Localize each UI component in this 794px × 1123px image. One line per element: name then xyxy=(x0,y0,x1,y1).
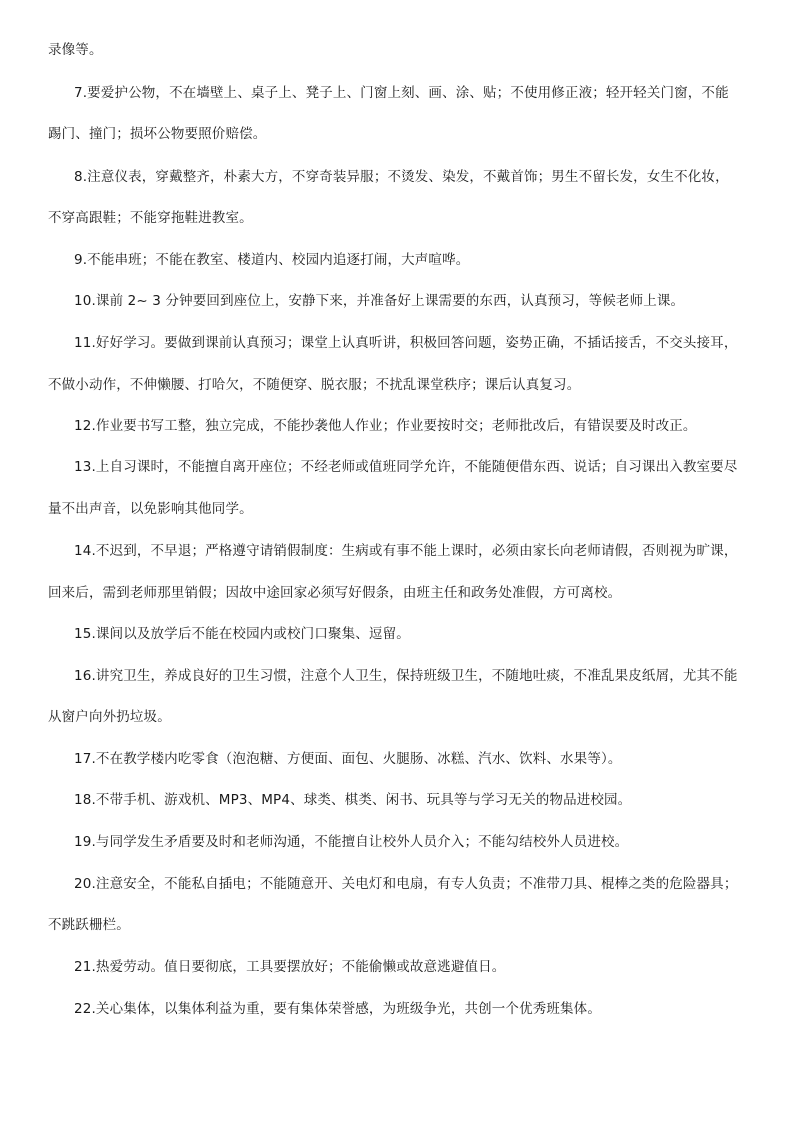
text-line: 录像等。 xyxy=(48,42,103,58)
rule-8-line-2: 不穿高跟鞋；不能穿拖鞋进教室。 xyxy=(48,210,253,226)
rule-13-line-1: 13.上自习课时，不能擅自离开座位；不经老师或值班同学允许，不能随便借东西、说话；自习课出入教室要尽 xyxy=(74,459,738,475)
rule-21-line-1: 21.热爱劳动。值日要彻底，工具要摆放好；不能偷懒或故意逃避值日。 xyxy=(74,959,506,975)
rule-11-line-1: 11.好好学习。要做到课前认真预习；课堂上认真听讲，积极回答问题，姿势正确，不插话接舌，不交头接耳， xyxy=(74,335,738,351)
rule-13-line-2: 量不出声音，以免影响其他同学。 xyxy=(48,501,253,517)
rule-19-line-1: 19.与同学发生矛盾要及时和老师沟通，不能擅自让校外人员介入；不能勾结校外人员进校。 xyxy=(74,834,629,850)
rule-9-line-1: 9.不能串班；不能在教室、楼道内、校园内追逐打闹，大声喧哗。 xyxy=(74,252,470,268)
rule-16-line-2: 从窗户向外扔垃圾。 xyxy=(48,709,171,725)
rule-14-line-2: 回来后，需到老师那里销假；因故中途回家必须写好假条，由班主任和政务处准假，方可离校。 xyxy=(48,585,622,601)
rule-16-line-1: 16.讲究卫生，养成良好的卫生习惯，注意个人卫生，保持班级卫生，不随地吐痰，不准乱果皮纸屑，尤其不能 xyxy=(74,668,738,684)
rule-7-line-1: 7.要爱护公物，不在墙壁上、桌子上、凳子上、门窗上刻、画、涂、贴；不使用修正液；轻开轻关门窗，不能 xyxy=(74,85,729,101)
rule-11-line-2: 不做小动作，不伸懒腰、打哈欠，不随便穿、脱衣服；不扰乱课堂秩序；课后认真复习。 xyxy=(48,377,581,393)
rule-15-line-1: 15.课间以及放学后不能在校园内或校门口聚集、逗留。 xyxy=(74,626,410,642)
rule-8-line-1: 8.注意仪表，穿戴整齐，朴素大方，不穿奇装异服；不烫发、染发，不戴首饰；男生不留长发，女生不化妆， xyxy=(74,169,729,185)
rule-22-line-1: 22.关心集体，以集体利益为重，要有集体荣誉感，为班级争光，共创一个优秀班集体。 xyxy=(74,1001,601,1017)
rule-18-line-1: 18.不带手机、游戏机、MP3、MP4、球类、棋类、闲书、玩具等与学习无关的物品进校园。 xyxy=(74,792,632,808)
rule-12-line-1: 12.作业要书写工整，独立完成，不能抄袭他人作业；作业要按时交；老师批改后，有错误要及时改正。 xyxy=(74,418,697,434)
rule-14-line-1: 14.不迟到，不早退；严格遵守请销假制度：生病或有事不能上课时，必须由家长向老师请假，否则视为旷课， xyxy=(74,543,738,559)
rule-20-line-1: 20.注意安全，不能私自插电；不能随意开、关电灯和电扇，有专人负责；不准带刀具、棍棒之类的危险器具； xyxy=(74,876,738,892)
rule-17-line-1: 17.不在教学楼内吃零食（泡泡糖、方便面、面包、火腿肠、冰糕、汽水、饮料、水果等）。 xyxy=(74,751,622,767)
rule-20-line-2: 不跳跃栅栏。 xyxy=(48,917,130,933)
rule-10-line-1: 10.课前 2~ 3 分钟要回到座位上，安静下来，并准备好上课需要的东西，认真预习，等候老师上课。 xyxy=(74,293,685,309)
rule-7-line-2: 踢门、撞门；损坏公物要照价赔偿。 xyxy=(48,126,267,142)
